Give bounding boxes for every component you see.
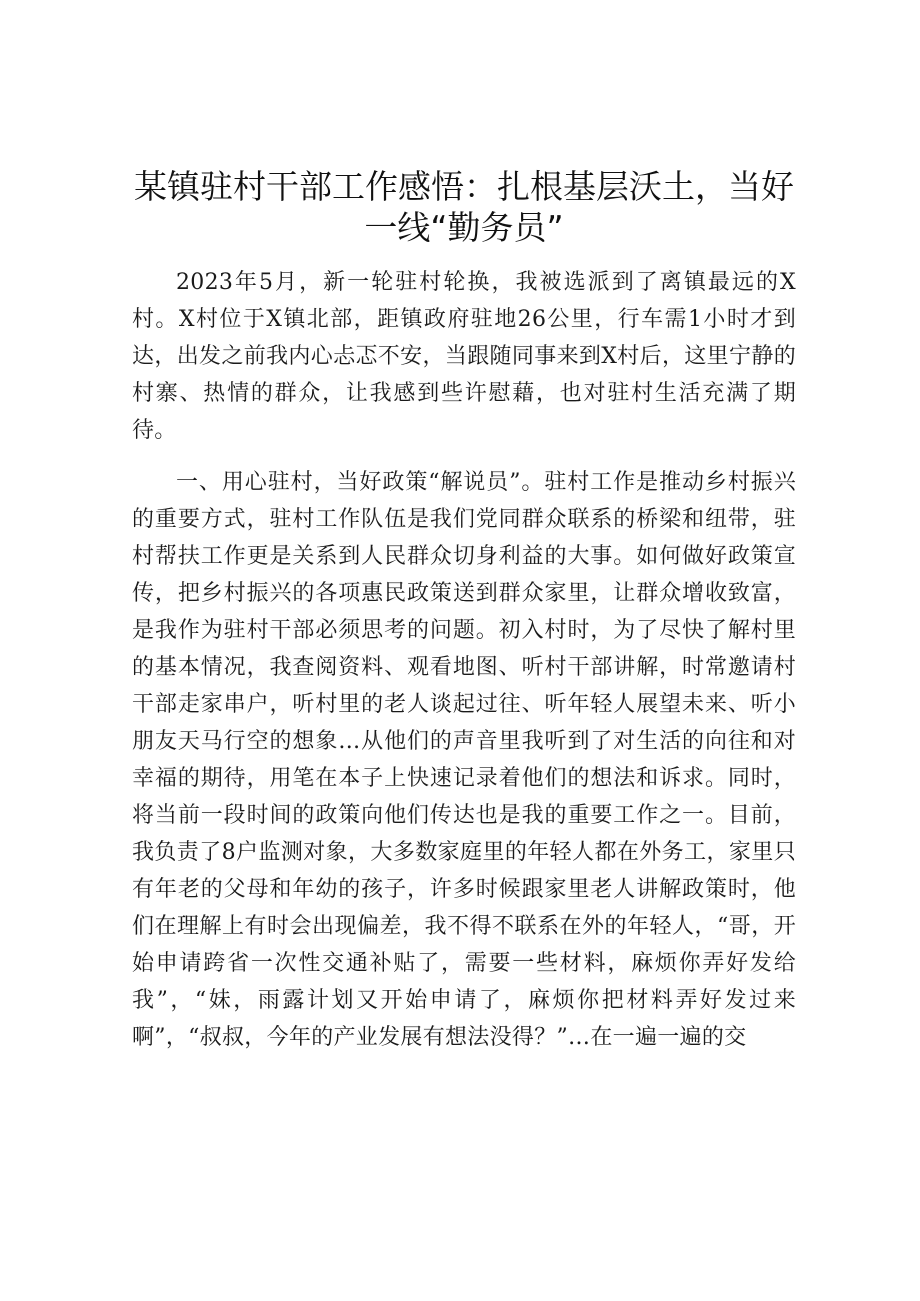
paragraph-section-one: 一、用心驻村，当好政策“解说员”。驻村工作是推动乡村振兴的重要方式，驻村工作队伍是我们党同群众联系的桥梁和纽带，驻村帮扶工作更是关系到人民群众切身利益的大事。如何做好政策宣传，把乡村振兴的各项惠民政策送到群众家里，让群众增收致富，是我作为驻村干部必须思考的问题。初入村时，为了尽快了解村里的基本情况，我查阅资料、观看地图、听村干部讲解，时常邀请村干部走家串户，听村里的老人谈起过往、听年轻人展望未来、听小朋友天马行空的想象…从他们的声音里我听到了对生活的向往和对幸福的期待，用笔在本子上快速记录着他们的想法和诉求。同时，将当前一段时间的政策向他们传达也是我的重要工作之一。目前，我负责了8户监测对象，大多数家庭里的年轻人都在外务工，家里只有年老的父母和年幼的孩子，许多时候跟家里老人讲解政策时，他们在理解上有时会出现偏差，我不得不联系在外的年轻人，“哥，开始申请跨省一次性交通补贴了，需要一些材料，麻烦你弄好发给我”，“妹，雨露计划又开始申请了，麻烦你把材料弄好发过来啊”，“叔叔，今年的产业发展有想法没得？”…在一遍一遍的交 [132,470,796,1050]
paragraph-intro: 2023年5月，新一轮驻村轮换，我被选派到了离镇最远的X村。X村位于X镇北部，距镇政府驻地26公里，行车需1小时才到达，出发之前我内心忐忑不安，当跟随同事来到X村后，这里宁静的村寨、热情的群众，让我感到些许慰藉，也对驻村生活充满了期待。 [132,270,796,443]
title-line-1: 某镇驻村干部工作感悟：扎根基层沃土，当好 [134,167,794,206]
title-line-2: 一线“勤务员” [364,208,564,247]
document-page [132,166,796,1056]
document-title [132,166,796,248]
